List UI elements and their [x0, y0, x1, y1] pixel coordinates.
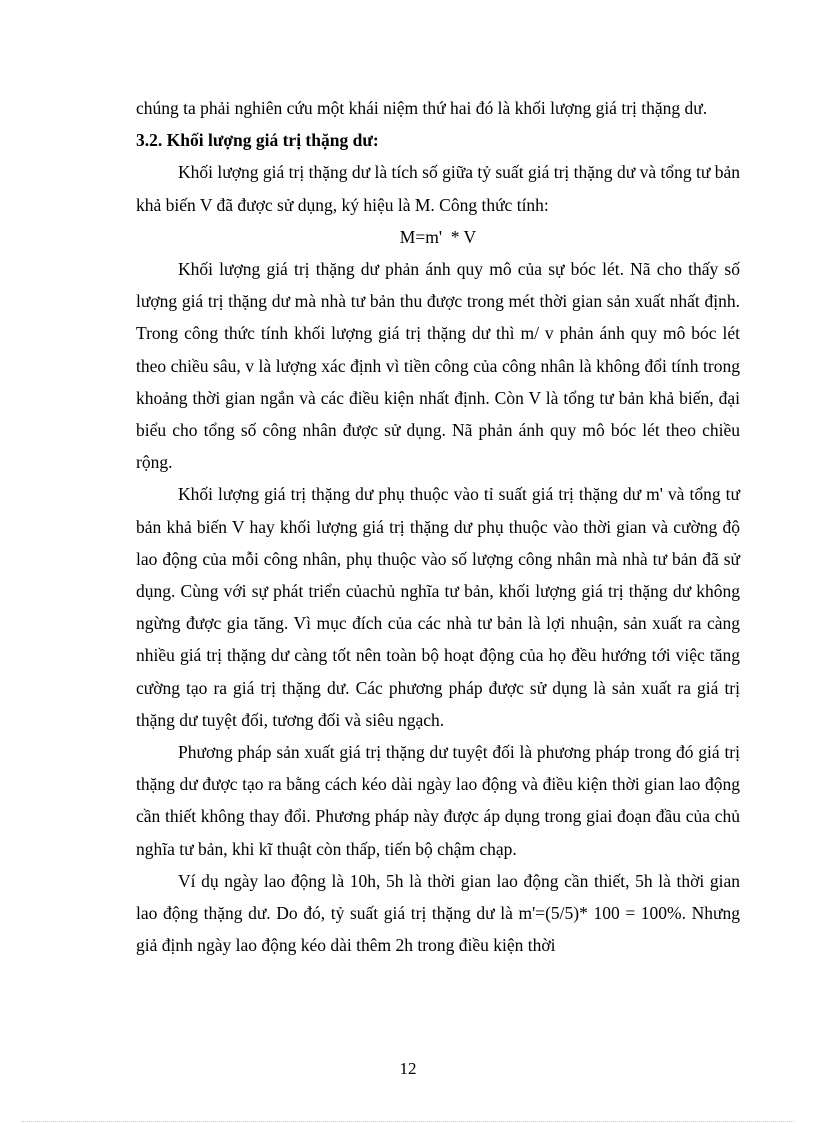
paragraph-scale: Khối lượng giá trị thặng dư phản ánh quy mô của sự bóc lét. Nã cho thấy số lượng giá trị thặng dư mà nhà tư bản thu được trong mét thời gian sản xuất nhất định. Trong công thức tính khối lượng giá trị thặng dư thì m/ v phản ánh quy mô bóc lét theo chiều sâu, v là lượng xác định vì tiền công của công nhân là không đổi tính trong khoảng thời gian ngắn và các điều kiện nhất định. Còn V là tổng tư bản khả biến, đại biểu cho tổng số công nhân được sử dụng. Nã phản ánh quy mô bóc lét theo chiều rộng. [136, 259, 740, 473]
page-number: 12 [399, 1059, 417, 1078]
paragraph-absolute-method: Phương pháp sản xuất giá trị thặng dư tuyệt đối là phương pháp trong đó giá trị thặng dư được tạo ra bằng cách kéo dài ngày lao động và điều kiện thời gian lao động cần thiết không thay đổi. Phương pháp này được áp dụng trong giai đoạn đầu của chủ nghĩa tư bản, khi kĩ thuật còn thấp, tiến bộ chậm chạp. [136, 742, 740, 859]
page-bottom-divider [22, 1121, 794, 1122]
paragraph-continuation: chúng ta phải nghiên cứu một khái niệm thứ hai đó là khối lượng giá trị thặng dư. [136, 98, 708, 118]
paragraph-example: Ví dụ ngày lao động là 10h, 5h là thời gian lao động cần thiết, 5h là thời gian lao động thặng dư. Do đó, tỷ suất giá trị thặng dư là m'=(5/5)* 100 = 100%. Nhưng giả định ngày lao động kéo dài thêm 2h trong điều kiện thời [136, 870, 740, 956]
page-body [136, 92, 740, 961]
paragraph-definition: Khối lượng giá trị thặng dư là tích số giữa tỷ suất giá trị thặng dư và tổng tư bản khả biến V đã được sử dụng, ký hiệu là M. Công thức tính: [136, 162, 740, 215]
paragraph-dependence: Khối lượng giá trị thặng dư phụ thuộc vào tỉ suất giá trị thặng dư m' và tổng tư bản khả biến V hay khối lượng giá trị thặng dư phụ thuộc vào thời gian và cường độ lao động của mỗi công nhân, phụ thuộc vào số lượng công nhân mà nhà tư bản đã sử dụng. Cùng với sự phát triển củachủ nghĩa tư bản, khối lượng giá trị thặng dư không ngừng được gia tăng. Vì mục đích của các nhà tư bản là lợi nhuận, sản xuất ra càng nhiều giá trị thặng dư càng tốt nên toàn bộ hoạt động của họ đều hướng tới việc tăng cường tạo ra giá trị thặng dư. Các phương pháp được sử dụng là sản xuất ra giá trị thặng dư tuyệt đối, tương đối và siêu ngạch. [136, 484, 740, 730]
section-heading: 3.2. Khối lượng giá trị thặng dư: [136, 130, 379, 151]
formula: M=m' * V [399, 226, 477, 247]
